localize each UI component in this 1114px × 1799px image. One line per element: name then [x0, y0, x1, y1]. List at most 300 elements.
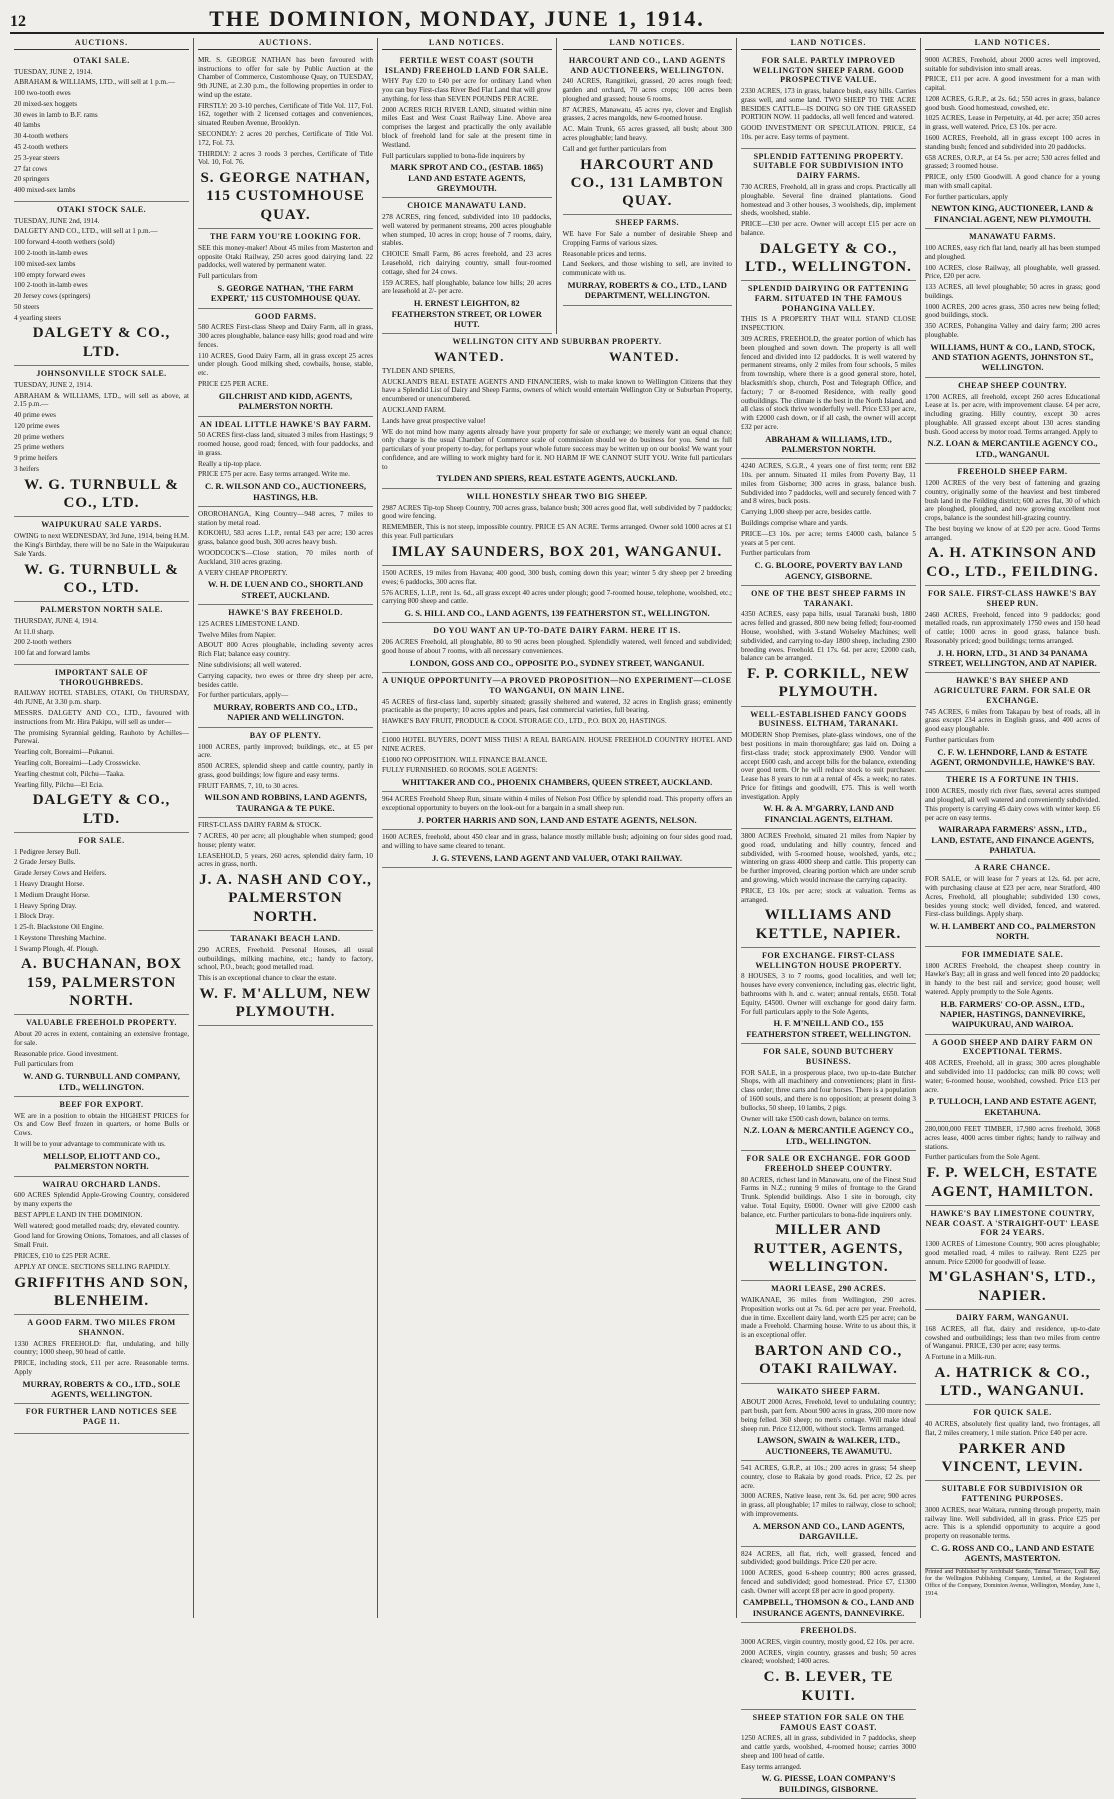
ad-heading: FOR SALE. FIRST-CLASS HAWKE'S BAY SHEEP RUN.: [927, 589, 1098, 608]
advertiser-name: GRIFFITHS AND SON, BLENHEIM.: [14, 1274, 189, 1309]
ad-text: 1 Heavy Spring Dray.: [14, 901, 77, 910]
ad-text: 745 ACRES, 6 miles from Takapau by best of roads, all in grass except 234 acres in English grass, and 400 acres of good easy ploughable.: [925, 707, 1100, 734]
ad-text: 100 mixed-sex lambs: [14, 259, 76, 268]
ad-text: ABRAHAM & WILLIAMS, LTD., will sell at 1 p.m.—: [14, 78, 176, 87]
ad-text: PRICE £75 per acre. Easy terms arranged. Write me.: [198, 470, 350, 479]
ad-heading: HARCOURT AND CO., LAND AGENTS AND AUCTIONEERS, WELLINGTON.: [568, 55, 726, 75]
ad-text: This is an exceptional chance to clear the estate.: [198, 974, 337, 983]
ad-text: 1 Block Dray.: [14, 912, 55, 921]
ad-text: 125 ACRES LIMESTONE LAND.: [198, 619, 300, 628]
column-3: [382, 38, 557, 334]
columns: [10, 38, 1104, 1794]
ad-text: The promising Syrannial gelding, Rauhoto by Achilles—Purewai.: [14, 728, 189, 746]
ad-text: 27 fat cows: [14, 164, 48, 173]
ad-heading: FOR SALE. PARTLY IMPROVED WELLINGTON SHEEP FARM. GOOD PROSPECTIVE VALUE.: [752, 55, 905, 85]
ad-heading: SPLENDID FATTENING PROPERTY. SUITABLE FOR SUBDIVISION INTO DAIRY FARMS.: [753, 151, 904, 181]
ad-heading: SHEEP FARMS.: [615, 218, 680, 228]
ad-text: 240 ACRES, Rangitikei, grassed, 20 acres rough feed; garden and orchard, 70 acres crops; 100 acres been ploughed and grassed; house 6 rooms.: [562, 77, 732, 103]
ad-text: 50 steers: [14, 302, 40, 311]
ad-text: For further particulars, apply: [925, 192, 1009, 201]
advertisement: [198, 605, 373, 728]
advertiser-name: A. HATRICK & CO., LTD., WANGANUI.: [934, 1364, 1091, 1400]
advertiser-name: WILSON AND ROBBINS, LAND AGENTS, TAURANGA & TE PUKE.: [204, 792, 367, 813]
advertisement: [382, 53, 552, 199]
ad-text: 658 ACRES, O.R.P., at £4 5s. per acre; 530 acres felled and grassed; 3 roomed house.: [925, 153, 1100, 171]
ad-text: Full particulars supplied to bona-fide inquirers by: [382, 151, 525, 160]
advertisement: [14, 665, 189, 833]
advertiser-name: BARTON AND CO., OTAKI RAILWAY.: [754, 1342, 903, 1378]
ad-text: MESSRS. DALGETY AND CO., LTD., favoured with instructions from Mr. Hira Pakipu, will sell as under—: [14, 709, 189, 726]
advertisement: [925, 947, 1100, 1035]
ad-text: 25 prime wethers: [14, 443, 64, 452]
ad-text: WAIKANAE, 36 miles from Wellington, 290 acres. Proposition works out at 7s. 6d. per acre per year. Freehold, due in time. Excellent dairy land, worth £25 per acre; can be made a Freehold. Charming house. Write to us about this, it is an exceptional offer.: [741, 1296, 916, 1340]
ad-text: Lands have great prospective value!: [382, 416, 486, 425]
ad-heading: FOR FURTHER LAND NOTICES SEE PAGE 11.: [25, 1407, 178, 1427]
ad-text: 1700 ACRES, all freehold, except 260 acres Educational Lease at 1s. per acre, with improvement clause. £4 per acre, including grazing. Hilly country, except 30 acres ploughable. All grassed except about 130 acres standing bush. Good access by motor road. Terms arranged. Apply to: [925, 392, 1100, 436]
ad-text: 159 ACRES, half ploughable, balance low hills; 20 acres are leasehold at 2/- per acre.: [382, 278, 552, 296]
advertisement: [925, 1405, 1100, 1481]
advertisement: [925, 1481, 1100, 1568]
advertisement: [925, 860, 1100, 946]
ad-text: FIRST-CLASS DAIRY FARM & STOCK.: [198, 821, 322, 830]
advertisement: [198, 728, 373, 818]
advertiser-name: W. G. TURNBULL & CO., LTD.: [24, 561, 179, 596]
ad-text: WE have For Sale a number of desirable Sheep and Cropping Farms of various sizes.: [562, 230, 732, 247]
ad-text: 580 ACRES First-class Sheep and Dairy Farm, all in grass, 300 acres ploughable, balance easy hills; good road and wire fences.: [198, 323, 373, 349]
ad-text: 964 ACRES Freehold Sheep Run, situate within 4 miles of Nelson Post Office by splendid road. This property offers an exceptional opportunity to buyers on the look-out for a bargain in a small sheep run.: [382, 795, 732, 813]
column-heading: LAND NOTICES.: [563, 38, 733, 50]
ad-text: 25 3-year steers: [14, 153, 60, 162]
masthead: [10, 6, 1104, 34]
ad-text: TUESDAY, JUNE 2, 1914.: [14, 380, 93, 389]
ad-text: ABRAHAM & WILLIAMS, LTD., will sell as above, at 2.15 p.m.—: [14, 391, 189, 409]
ad-text: 100 forward 4-tooth wethers (sold): [14, 238, 115, 247]
ad-text: 600 ACRES Splendid Apple-Growing Country, considered by many experts the: [14, 1191, 189, 1209]
ad-text: Yearling chestnut colt, Pilchu—Taaka.: [14, 769, 125, 778]
advertisement: [925, 1035, 1100, 1122]
advertisement: [741, 1151, 916, 1281]
ad-text: 9000 ACRES, Freehold, about 2000 acres well improved, suitable for subdivision into small areas.: [925, 55, 1100, 73]
advertiser-name: W. G. TURNBULL & CO., LTD.: [24, 476, 179, 512]
ad-text: 1 Pedigree Jersey Bull.: [14, 847, 81, 856]
ad-text: AC. Main Trunk, 65 acres grassed, all bush; about 300 acres ploughable; land heavy.: [562, 125, 732, 142]
ad-heading: GOOD FARMS.: [254, 311, 317, 321]
ad-text: SECONDLY: 2 acres 20 perches, Certificate of Title Vol. 172, Fol. 73.: [198, 130, 373, 147]
ad-text: 1200 ACRES of the very best of fattening and grazing country, originally some of the heaviest and best timbered bush land in the Feilding district; 600 acres flat, 30 of which are ploughed, ploughed, and now growing excellent root crops, balance is the soundest hill-grazing country.: [925, 478, 1100, 523]
advertisement: [382, 623, 732, 673]
ad-heading: WAIPUKURAU SALE YARDS.: [41, 520, 162, 530]
advertiser-name: M'GLASHAN'S, LTD., NAPIER.: [928, 1269, 1097, 1304]
ad-text: A Fortune in a Milk-run.: [925, 1353, 996, 1362]
ad-heading: WAIRAU ORCHARD LANDS.: [42, 1179, 161, 1189]
ads-col5: [741, 53, 916, 1799]
ad-text: 1208 ACRES, G.R.P., at 2s. 6d.; 550 acres in grass, balance good bush. Good homestead, cowshed, etc.: [925, 94, 1100, 112]
ad-heading: BAY OF PLENTY.: [249, 730, 322, 740]
advertisement: [741, 53, 916, 149]
ad-text: 9 prime heifers: [14, 454, 58, 463]
advertisement: [382, 830, 732, 868]
advertisement: [382, 489, 732, 566]
ad-text: Reasonable price. Good investment.: [14, 1049, 118, 1058]
ad-text: 87 ACRES, Manawatu, 45 acres rye, clover and English grasses, 2 acres mangolds, new 6-roomed house.: [562, 105, 732, 123]
ad-heading: WELLINGTON CITY AND SUBURBAN PROPERTY.: [452, 337, 662, 347]
ad-text: Carrying 1,000 sheep per acre, besides cattle.: [741, 508, 872, 517]
ad-text: FRUIT FARMS, 7, 10, to 30 acres.: [198, 781, 299, 790]
advertisement: [382, 566, 732, 623]
ad-text: 206 ACRES Freehold, all ploughable, 80 to 90 acres been ploughed. Splendidly watered, well fenced and subdivided; good house of about 7 rooms, with all necessary conveniences.: [382, 638, 732, 655]
ad-text: 1025 ACRES, Lease in Perpetuity, at 4d. per acre; 350 acres in grass, well watered. Price, £3 10s. per acre.: [925, 114, 1100, 132]
ad-text: A VERY CHEAP PROPERTY.: [198, 568, 288, 577]
ad-text: FIRSTLY: 20 3-10 perches, Certificate of Title Vol. 117, Fol. 162, together with 2 licensed cottages and conveniences, situated Reuben Avenue, Brooklyn.: [198, 101, 373, 128]
ad-text: OWING to next WEDNESDAY, 3rd June, 1914, being H.M. the King's Birthday, there will be no Sale in the Waipukurau Sale Yards.: [14, 532, 189, 558]
ad-heading: A RARE CHANCE.: [974, 863, 1051, 873]
advertisement: [14, 833, 189, 1015]
ad-text: ABOUT 2000 Acres, Freehold, level to undulating country; part bush, part fern. About 900 acres in grass, 200 more now being felled. 360 sheep; no men's cottage. Will make ideal sheep run. Price £12,000, without stock. Terms arranged.: [741, 1398, 916, 1433]
ad-text: 168 ACRES, all flat, dairy and residence, up-to-date cowshed and outbuildings; less than two miles from centre of Wanganui. PRICE, £30 per acre; easy terms.: [925, 1324, 1100, 1351]
ad-text: 408 ACRES, Freehold, all in grass; 300 acres ploughable and subdivided into 11 paddocks; can milk 80 cows; well water; 6-roomed house, woolshed, cowshed. Price £13 per acre.: [925, 1059, 1100, 1094]
ads-col2: [198, 53, 373, 1027]
ad-heading: AN IDEAL LITTLE HAWKE'S BAY FARM.: [199, 419, 372, 429]
column-heading: AUCTIONS.: [14, 38, 189, 50]
ad-heading: FREEHOLD SHEEP FARM.: [957, 467, 1068, 477]
advertisement: [925, 673, 1100, 772]
ad-heading: HAWKE'S BAY LIMESTONE COUNTRY, NEAR COAST. A 'STRAIGHT-OUT' LEASE FOR 24 YEARS.: [925, 1208, 1100, 1238]
ad-text: Grade Jersey Cows and Heifers.: [14, 869, 107, 878]
advertisement: [741, 829, 916, 948]
advertiser-name: W. H. & A. M'GARRY, LAND AND FINANCIAL AGENTS, ELTHAM.: [763, 803, 894, 824]
ad-text: WHY Pay £20 to £40 per acre for ordinary Land when you can buy First-class River Bed Flat Land that will grow anything, for less than SEVEN POUNDS PER ACRE.: [382, 77, 552, 103]
ad-text: 290 ACRES, Freehold. Personal Houses, all usual outbuildings, milking machine, etc.; handy to factory, school, P.O., beach; good metalled road.: [198, 945, 373, 972]
column-heading: AUCTIONS.: [198, 38, 373, 50]
column-1: [10, 38, 194, 1618]
ad-text: PRICE, including stock, £11 per acre. Reasonable terms. Apply: [14, 1359, 189, 1376]
ad-heading: FOR QUICK SALE.: [973, 1408, 1052, 1418]
ad-text: TUESDAY, JUNE 2nd, 1914.: [14, 216, 100, 225]
advertisement: [198, 309, 373, 417]
ad-heading: JOHNSONVILLE STOCK SALE.: [36, 369, 167, 379]
ad-text: Reasonable prices and terms.: [562, 249, 647, 258]
ad-text: PRICE, £11 per acre. A good investment for a man with capital.: [925, 75, 1100, 93]
advertisement: [382, 733, 732, 792]
ad-heading: SPLENDID DAIRYING OR FATTENING FARM. SITUATED IN THE FAMOUS POHANGINA VALLEY.: [748, 284, 909, 313]
column-2: [194, 38, 378, 1618]
ad-heading: WAIKATO SHEEP FARM.: [776, 1386, 881, 1396]
ad-text: Further particulars from: [741, 549, 811, 558]
ad-text: The best buying we know of at £20 per acre. Good Terms arranged.: [925, 524, 1100, 542]
advertiser-name: F. P. CORKILL, NEW PLYMOUTH.: [747, 666, 910, 701]
ad-text: 40 prime ewes: [14, 411, 56, 420]
advertiser-name: W. G. PIESSE, LOAN COMPANY'S BUILDINGS, GISBORNE.: [761, 1773, 896, 1794]
advertiser-name: H. ERNEST LEIGHTON, 82 FEATHERSTON STREET, OR LOWER HUTT.: [391, 298, 542, 329]
ad-text: 1330 ACRES FREEHOLD: flat, undulating, and hilly country; 1000 sheep, 90 head of cattle.: [14, 1339, 189, 1357]
advertisement: [741, 459, 916, 586]
column-heading: LAND NOTICES.: [382, 38, 552, 50]
advertisement: [925, 1206, 1100, 1310]
ad-text: CHOICE Small Farm, 86 acres freehold, and 23 acres Leasehold, rich dairying country, small four-roomed cottage, shed for 24 cows.: [382, 250, 552, 276]
advertiser-name: W. AND G. TURNBULL AND COMPANY, LTD., WELLINGTON.: [23, 1071, 180, 1092]
ad-text: 576 ACRES, L.I.P., rent 1s. 6d., all grass except 40 acres under plough; good 7-roomed house, telephone, woolshed, etc.; carrying 800 sheep and cattle.: [382, 588, 732, 606]
ad-title-row: [382, 349, 732, 367]
advertiser-name: DALGETY & CO., LTD.: [32, 792, 171, 827]
ad-text: 100 empty forward ewes: [14, 270, 86, 279]
ad-text: 1800 ACRES Freehold, the cheapest sheep country in Hawke's Bay; all in grass and well fenced into 20 paddocks; in handy to the best rail and service; good house; well watered. Apply promptly to the Sole Agents.: [925, 961, 1100, 996]
ad-text: PRICE, £3 10s. per acre; stock at valuation. Terms as arranged.: [741, 886, 916, 904]
ads-col6: [925, 53, 1100, 1569]
ad-text: Full particulars from: [14, 1060, 74, 1069]
advertisement: [741, 1281, 916, 1383]
ad-text: Good land for Growing Onions, Tomatoes, and all classes of Small Fruit.: [14, 1232, 189, 1250]
advertiser-name: C. F. W. LEHNDORF, LAND & ESTATE AGENT, ORMONDVILLE, HAWKE'S BAY.: [930, 746, 1095, 768]
advertiser-name: DALGETY & CO., LTD.: [32, 325, 171, 360]
ad-text: Yearling colt, Boreaimi—Lady Crosswicke.: [14, 758, 141, 767]
ad-heading: HAWKE'S BAY FREEHOLD.: [228, 608, 343, 618]
ads-wide: [382, 334, 732, 868]
ad-text: THIS IS A PROPERTY THAT WILL STAND CLOSE INSPECTION.: [741, 315, 916, 333]
ad-text: GOOD INVESTMENT OR SPECULATION. PRICE, £4 10s. per acre. Easy terms of payment.: [741, 124, 916, 141]
ad-text: Further particulars from: [925, 735, 995, 744]
ad-heading: WELL-ESTABLISHED FANCY GOODS BUSINESS. ELTHAM, TARANAKI.: [750, 709, 907, 729]
ad-text: 309 ACRES, FREEHOLD, the greater portion of which has been ploughed and sown down. The property is all well fenced and divided into 12 paddocks. It is well watered by permanent streams, only 2 miles from four schools, 5 miles from township, where there is a good general store, hotel, blacksmith's shop, church, Post and Telegraph Office, and factory; 7 or 8-roomed Residence, with really good outbuildings. The climate is the best in the North Island, and all class of stock thrive wonderfully well. Price £33 per acre, with £2000 cash down, or if all cash, the owner will accept £32 per acre.: [741, 335, 916, 431]
ad-text: 30 4-tooth wethers: [14, 132, 68, 141]
ads-col1: [14, 53, 189, 1434]
advertisement: [741, 1623, 916, 1710]
ads-col4: [563, 53, 733, 306]
column-5: [737, 38, 921, 1794]
advertisement: [14, 366, 189, 517]
ad-text: 824 ACRES, all flat, rich, well grassed, fenced and subdivided; good buildings. Price £20 per acre.: [741, 1549, 916, 1567]
printer-imprint: Printed and Published by Archibald Sando, Taimai Terrace, Lyall Bay, for the Wellington Publishing Company, Limited, at the Registered Office of the Company, Dominion Avenue, Wellington, Monday, June 1, 1914.: [925, 1568, 1100, 1597]
ad-text: 2 Grade Jersey Bulls.: [14, 858, 76, 867]
advertisement: [925, 464, 1100, 586]
ad-text: 20 prime wethers: [14, 432, 64, 441]
ad-heading: WILL HONESTLY SHEAR TWO BIG SHEEP.: [466, 491, 648, 501]
ad-text: 3000 ACRES, near Waitara, running through property, main railway line. Well subdivided, all in grass. Price £25 per acre. This is a splendid opportunity to acquire a good property on reasonable terms.: [925, 1505, 1100, 1541]
ad-text: 280,000,000 FEET TIMBER, 17,980 acres freehold, 3068 acres lease, 4000 acres timber rights; handy to railway and stations.: [925, 1125, 1100, 1151]
ad-text: 1600 ACRES, Freehold, all in grass except 100 acres in standing bush; fenced and subdivided into 20 paddocks.: [925, 134, 1100, 151]
advertiser-name: TYLDEN AND SPIERS, REAL ESTATE AGENTS, AUCKLAND.: [436, 473, 678, 484]
ad-text: 1500 ACRES, 19 miles from Havana; 400 good, 300 bush, coming down this year; winter 5 dry sheep per 2 breeding ewes; 6 paddocks, 300 acres flat.: [382, 568, 732, 586]
advertisement: [741, 1044, 916, 1151]
ad-heading: FOR IMMEDIATE SALE.: [961, 949, 1064, 959]
advertisement: [198, 53, 373, 229]
page-number: 12: [10, 13, 26, 30]
ad-text: Further particulars from the Sole Agent.: [925, 1153, 1040, 1162]
ad-text: 100 ACRES, close Railway, all ploughable, well grassed. Price, £20 per acre.: [925, 263, 1100, 281]
advertisement: [741, 1461, 916, 1546]
advertisement: [198, 931, 373, 1026]
ad-text: PRICE £25 PER ACRE.: [198, 380, 269, 389]
ad-text: 200 2-tooth wethers: [14, 638, 72, 647]
advertisement: [198, 417, 373, 507]
advertisement: [925, 1122, 1100, 1206]
advertiser-name: J. H. HORN, LTD., 31 AND 34 PANAMA STREET, WELLINGTON, AND AT NAPIER.: [928, 647, 1097, 668]
advertiser-name: J. G. STEVENS, LAND AGENT AND VALUER, OTAKI RAILWAY.: [432, 852, 682, 863]
ad-text: HAWKE'S BAY FRUIT, PRODUCE & COOL STORAGE CO., LTD., P.O. BOX 20, HASTINGS.: [382, 717, 667, 726]
ad-heading: FERTILE WEST COAST (SOUTH ISLAND) FREEHOLD LAND FOR SALE.: [384, 55, 549, 75]
advertiser-name: C. G. ROSS AND CO., LAND AND ESTATE AGENTS, MASTERTON.: [930, 1542, 1095, 1564]
ad-heading: A GOOD SHEEP AND DAIRY FARM ON EXCEPTIONAL TERMS.: [932, 1037, 1093, 1057]
ad-heading: MANAWATU FARMS.: [969, 232, 1056, 242]
ad-text: 3800 ACRES Freehold, situated 21 miles from Napier by good road, undulating and hilly country, fenced and subdivided, with 5-roomed house, woolshed, yards, etc.; wintering on grass 4000 sheep and cattle. This property can be further improved, clearing portion which are under scrub and growing, which would increase the carrying capacity.: [741, 832, 916, 885]
ad-text: 100 fat and forward lambs: [14, 649, 90, 658]
advertiser-name: NEWTON KING, AUCTIONEER, LAND & FINANCIAL AGENT, NEW PLYMOUTH.: [931, 203, 1094, 224]
ad-text: Really a tip-top place.: [198, 459, 262, 468]
ad-text: 1000 ACRES, 200 acres grass, 350 acres new being felled; good buildings, stock.: [925, 302, 1100, 320]
ad-text: 2000 ACRES, virgin country, grasses and bush; 50 acres cleared; woolshed; 1400 acres.: [741, 1648, 916, 1666]
advertiser-name: H. F. M'NEILL AND CO., 155 FEATHERSTON STREET, WELLINGTON.: [746, 1018, 911, 1039]
advertiser-name: IMLAY SAUNDERS, BOX 201, WANGANUI.: [391, 543, 723, 560]
ad-text: 3000 ACRES, virgin country, mostly good, £2 10s. per acre.: [741, 1637, 915, 1646]
advertiser-name: WILLIAMS AND KETTLE, NAPIER.: [755, 907, 902, 942]
advertiser-name: WAIRARAPA FARMERS' ASSN., LTD., LAND, ESTATE, AND FINANCE AGENTS, PAHIATUA.: [931, 824, 1094, 856]
ad-text: 3 heifers: [14, 465, 39, 474]
ad-text: 1250 ACRES, all in grass, subdivided in 7 paddocks, sheep and cattle yards, woolshed, 4-roomed house; carries 3000 sheep and 100 head of cattle.: [741, 1734, 916, 1760]
ad-text: Twelve Miles from Napier.: [198, 630, 276, 639]
ad-text: TUESDAY, JUNE 2, 1914.: [14, 67, 93, 76]
advertiser-name: G. S. HILL AND CO., LAND AGENTS, 139 FEATHERSTON ST., WELLINGTON.: [404, 608, 710, 619]
advertiser-name: MARK SPROT AND CO., (ESTAB. 1865) LAND AND ESTATE AGENTS, GREYMOUTH.: [390, 162, 544, 193]
ad-text: 100 2-tooth in-lamb ewes: [14, 248, 88, 257]
ad-text: 4 yearling steers: [14, 313, 62, 322]
ad-text: DALGETY AND CO., LTD., will sell at 1 p.m.—: [14, 227, 158, 236]
advertiser-name: W. H. DE LUEN AND CO., SHORTLAND STREET, AUCKLAND.: [207, 579, 364, 600]
ad-heading: IMPORTANT SALE OF THOROUGHBREDS.: [54, 667, 149, 687]
advertiser-name: H.B. FARMERS' CO-OP. ASSN., LTD., NAPIER, HASTINGS, DANNEVIRKE, WAIPUKURAU, AND WAIROA.: [939, 998, 1086, 1030]
ad-text: 2460 ACRES, Freehold, fenced into 9 paddocks; good metalled roads, run approximately 1750 ewes and 150 head of cattle; 1000 acres in good grass, balance bush. Reasonably priced; good buildings; terms arranged.: [925, 610, 1100, 645]
ad-text: 1 25-ft. Blackstone Oil Engine.: [14, 923, 104, 932]
ad-text: 2987 ACRES Tip-top Sheep Country, 700 acres grass, balance bush; 300 acres good flat, well subdivided by 7 paddocks; good wire fencing.: [382, 503, 732, 521]
ad-text: FOR SALE, or will lease for 7 years at 12s. 6d. per acre, with purchasing clause at £23 per acre, near Stratford, 400 Acres, Freehold, all ploughable; subdivided 130 cows, besides young stock; well divided, fenced, and watered. First-class buildings. Apply sharp.: [925, 875, 1100, 919]
ad-text: 45 ACRES of first-class land, superbly situated; grassily sheltered and watered, 32 acres in English grass; eminently practicable as the property; 10 acres apples and pears, fast commercial varieties, full bearing.: [382, 697, 732, 715]
ad-text: Call and get further particulars from: [562, 144, 667, 153]
advertiser-name: A. H. ATKINSON AND CO., LTD., FEILDING.: [926, 545, 1099, 580]
advertiser-name: J. PORTER HARRIS AND SON, LAND AND ESTATE AGENTS, NELSON.: [417, 815, 697, 825]
ad-heading: CHOICE MANAWATU LAND.: [407, 201, 527, 211]
ad-text: £1000 HOTEL BUYERS, DON'T MISS THIS! A REAL BARGAIN. HOUSE FREEHOLD COUNTRY HOTEL AND NINE ACRES.: [382, 735, 732, 753]
ad-text: AUCKLAND'S REAL ESTATE AGENTS AND FINANCIERS, wish to make known to Wellington Citizens that they have a Splendid List of Dairy and Sheep Farms, owners of which would entertain Wellington City or Suburban Property, encumbered or unencumbered.: [382, 377, 732, 404]
ad-heading: THE FARM YOU'RE LOOKING FOR.: [209, 232, 362, 242]
advertisement: [198, 818, 373, 931]
ad-text: OROROHANGA, King Country—948 acres, 7 miles to station by metal road.: [198, 509, 373, 527]
advertisement: [198, 507, 373, 605]
advertisement: [741, 586, 916, 707]
ad-text: LEASEHOLD, 5 years, 260 acres, splendid dairy farm, 10 acres in grass, north.: [198, 851, 373, 869]
ad-heading: DAIRY FARM, WANGANUI.: [956, 1312, 1069, 1322]
ad-text: At 11.0 sharp.: [14, 627, 55, 636]
ad-text: WE do not mind how many agents already have your property for sale or exchange; we merely want an equal chance; only charge is the usual Chamber of Commerce scale of commission should we do business for you. Send us full particulars of your property to-day, for perhaps your whole future success may be written up on our books! We want your confidence, and are willing to work mighty hard for it. NO HARM IF WE CANNOT SUIT YOU. Write full particulars to: [382, 427, 732, 471]
ad-heading: CHEAP SHEEP COUNTRY.: [958, 380, 1067, 390]
ad-text: Full particulars from: [198, 272, 258, 281]
ad-text: THURSDAY, JUNE 4, 1914.: [14, 616, 98, 625]
ad-heading: VALUABLE FREEHOLD PROPERTY.: [26, 1018, 177, 1028]
advertisement: [14, 517, 189, 602]
ad-text: BEST APPLE LAND IN THE DOMINION.: [14, 1210, 143, 1219]
ad-text: 278 ACRES, ring fenced, subdivided into 10 paddocks, well watered by permanent streams, 200 acres ploughable when stumped, 10 acres in crop; house of 7 rooms, dairy, stables.: [382, 213, 552, 248]
ad-text: Yearling filly, Pilchu—El Ecia.: [14, 780, 104, 789]
ad-text: 1000 ACRES, mostly rich river flats, several acres stumped and ploughed, all well watered and conveniently subdivided. This property is carrying 45 dairy cows with winter keep. £6 per acre on easy terms.: [925, 787, 1100, 822]
advertisement: [925, 772, 1100, 860]
advertiser-name: WILLIAMS, HUNT & CO., LAND, STOCK, AND STATION AGENTS, JOHNSTON ST., WELLINGTON.: [930, 341, 1095, 373]
ad-text: SEE this money-maker! About 45 miles from Masterton and opposite Otaki Railway, 250 acres good dairying land. 22 paddocks, well watered by permanent water.: [198, 243, 373, 270]
ad-text: 1300 ACRES of Limestone Country, 900 acres ploughable; good metalled road, 4 miles to railway. Rent £225 per annum. Price £2000 for goodwill of lease.: [925, 1240, 1100, 1266]
ad-heading: FOR SALE.: [78, 835, 125, 845]
ad-text: MR. S. GEORGE NATHAN has been favoured with instructions to offer for sale by Public Auction at the Chamber of Commerce, Customhouse Quay, on TUESDAY, 9th JUNE, at 2.30 p.m., the following properties in order to wind up the estate.: [198, 55, 373, 99]
ad-text: 1 Keystone Threshing Machine.: [14, 933, 107, 942]
advertiser-name: ABRAHAM & WILLIAMS, LTD., PALMERSTON NORTH.: [765, 433, 892, 454]
ad-text: 133 ACRES, all level ploughable; 50 acres in grass; good buildings.: [925, 283, 1100, 300]
ad-text: PRICE—£3 10s. per acre; terms £4000 cash, balance 5 years at 5 per cent.: [741, 529, 916, 547]
ad-text: Easy terms arranged.: [741, 1762, 802, 1771]
newspaper-title: THE DOMINION, MONDAY, JUNE 1, 1914.: [209, 6, 705, 31]
ad-text: 100 two-tooth ewes: [14, 89, 71, 98]
advertiser-name: WHITTAKER AND CO., PHOENIX CHAMBERS, QUEEN STREET, AUCKLAND.: [401, 777, 713, 788]
ad-text: RAILWAY HOTEL STABLES, OTAKI, On THURSDAY, 4th JUNE, At 3.30 p.m. sharp.: [14, 689, 189, 707]
ad-text: 400 mixed-sex lambs: [14, 186, 76, 195]
advertisement: [741, 281, 916, 459]
advertiser-name: MELLSOP, ELIOTT AND CO., PALMERSTON NORTH.: [43, 1150, 160, 1172]
advertiser-name: C. B. LEVER, TE KUITI.: [763, 1669, 894, 1704]
ad-heading: FOR SALE OR EXCHANGE. FOR GOOD FREEHOLD SHEEP COUNTRY.: [746, 1154, 911, 1173]
ad-text: 1600 ACRES, freehold, about 450 clear and in grass, balance mostly millable bush; adjoining on four sides good road, and willing to have same cleared to tenant.: [382, 833, 732, 851]
ad-text: 45 2-tooth wethers: [14, 142, 68, 151]
advertisement: [563, 53, 733, 216]
advertisement: [382, 334, 732, 489]
advertisement: [14, 1015, 189, 1097]
advertiser-name: W. H. LAMBERT AND CO., PALMERSTON NORTH.: [929, 921, 1096, 942]
advertisement: [741, 1710, 916, 1799]
ad-text: FULLY FURNISHED. 60 ROOMS. SOLE AGENTS:: [382, 766, 538, 775]
ad-text: Owner will take £500 cash down, balance on terms.: [741, 1114, 890, 1123]
ad-text: REMEMBER, This is not steep, impossible country. PRICE £5 AN ACRE. Terms arranged. Owner sold 1000 acres at £1 this year. Full particulars: [382, 523, 732, 540]
ad-text: Carrying capacity, two ewes or three dry sheep per acre, besides cattle.: [198, 671, 373, 689]
advertiser-name: CAMPBELL, THOMSON & CO., LAND AND INSURANCE AGENTS, DANNEVIRKE.: [742, 1597, 915, 1618]
advertiser-name: PARKER AND VINCENT, LEVIN.: [941, 1440, 1084, 1476]
advertisement: [382, 673, 732, 733]
ad-text: 40 ACRES, absolutely first quality land, two frontages, all flat, 2 miles creamery, 1 mile station. Price £40 per acre.: [925, 1420, 1100, 1437]
ad-heading: DO YOU WANT AN UP-TO-DATE DAIRY FARM. HERE IT IS.: [433, 626, 681, 636]
ad-heading: PALMERSTON NORTH SALE.: [40, 605, 163, 615]
advertisement: [14, 1404, 189, 1434]
advertiser-name: F. P. WELCH, ESTATE AGENT, HAMILTON.: [926, 1165, 1099, 1200]
advertiser-name: HARCOURT AND CO., 131 LAMBTON QUAY.: [570, 156, 724, 210]
ad-text: PRICE, only £500 Goodwill. A good chance for a young man with small capital.: [925, 173, 1100, 190]
ad-text: Buildings comprise whare and yards.: [741, 519, 848, 528]
advertisement: [382, 792, 732, 830]
ad-text: 7 ACRES, 40 per acre; all ploughable when stumped; good house; plenty water.: [198, 831, 373, 849]
ad-text: 350 ACRES, Pohangina Valley and dairy farm; 200 acres ploughable.: [925, 322, 1100, 339]
advertisement: [741, 948, 916, 1044]
ad-text: 20 mixed-sex hoggets: [14, 99, 78, 108]
ad-text: 100 2-tooth in-lamb ewes: [14, 281, 88, 290]
ad-heading: FOR SALE, SOUND BUTCHERY BUSINESS.: [763, 1047, 894, 1066]
ad-heading: SUITABLE FOR SUBDIVISION OR FATTENING PURPOSES.: [941, 1484, 1084, 1504]
ad-text: It will be to your advantage to communicate with us.: [14, 1140, 166, 1149]
ad-text: MODERN Shop Premises, plate-glass windows, one of the best positions in main thoroughfare; gas laid on. Doing a first-class trade; stock approximately £900. Vendor will accept £600 cash, and accept bills for the balance, extending over good term. Or he will reduce stock to suit purchaser. Lease has 8 years to run at a rental of 45s. a week; no rates. Price for fittings and goodwill, £75. This is well worth investigation. Apply: [741, 731, 916, 801]
ad-text: For further particulars, apply—: [198, 691, 289, 700]
advertiser-name: LAWSON, SWAIN & WALKER, LTD., AUCTIONEERS, TE AWAMUTU.: [756, 1435, 901, 1456]
advertiser-name: N.Z. LOAN & MERCANTILE AGENCY CO., LTD., WANGANUI.: [927, 438, 1098, 459]
advertiser-name: S. GEORGE NATHAN, 115 CUSTOMHOUSE QUAY.: [200, 170, 371, 223]
ad-text: ABOUT 800 Acres ploughable, including seventy acres Rich Flat; balance easy country.: [198, 641, 373, 659]
advertisement: [563, 215, 733, 305]
advertiser-name: P. TULLOCH, LAND AND ESTATE AGENT, EKETAHUNA.: [928, 1096, 1097, 1117]
ad-text: 30 ewes in lamb to B.F. rams: [14, 110, 98, 119]
advertiser-name: MILLER AND RUTTER, AGENTS, WELLINGTON.: [753, 1222, 904, 1275]
ad-text: 40 lambs: [14, 121, 41, 130]
advertiser-name: A. BUCHANAN, BOX 159, PALMERSTON NORTH.: [20, 956, 182, 1010]
ad-text: 541 ACRES, G.R.P., at 10s.; 200 acres in grass; 54 sheep country, close to Rakaia by good roads. Price, £2 2s. per acre.: [741, 1464, 916, 1490]
ad-text: PRICE—£30 per acre. Owner will accept £15 per acre on balance.: [741, 220, 916, 237]
